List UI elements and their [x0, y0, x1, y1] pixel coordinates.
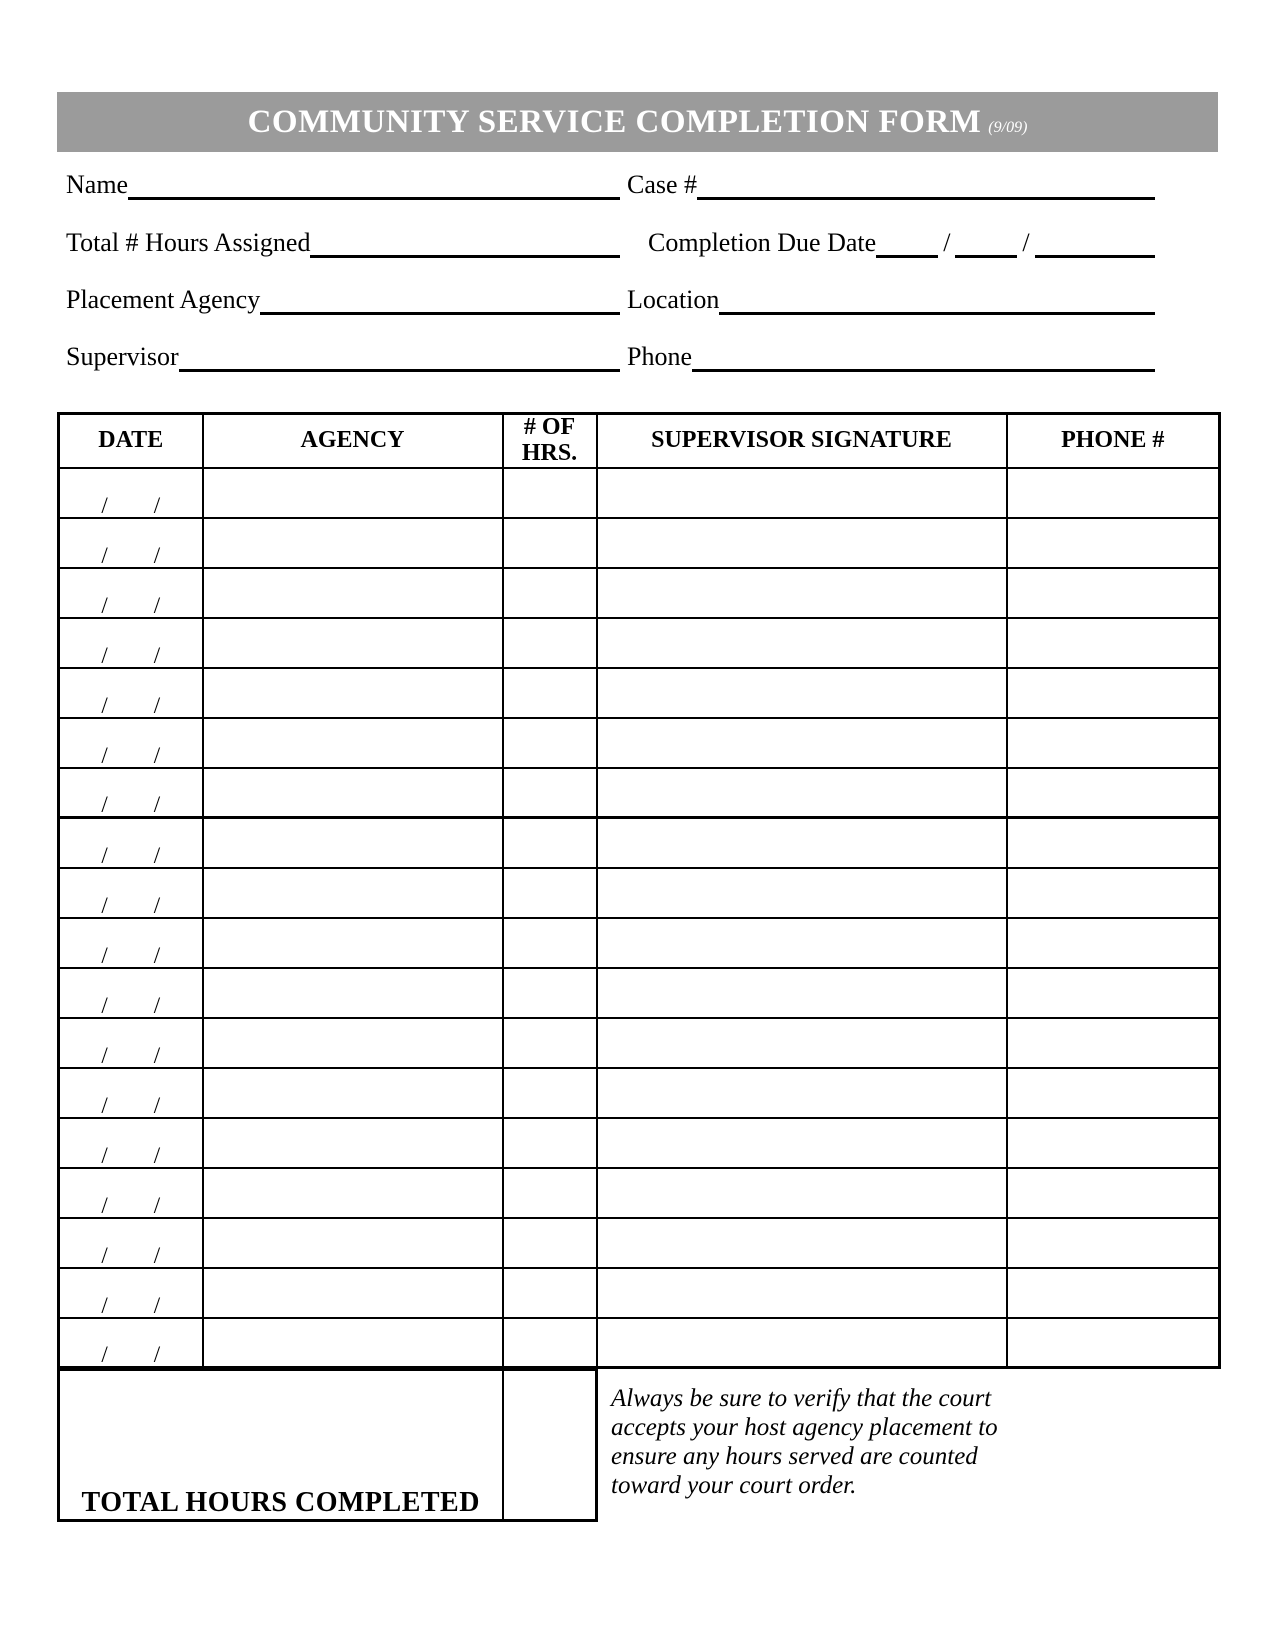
date-cell[interactable]: / / [59, 1168, 203, 1218]
name-label: Name [66, 170, 129, 200]
table-header-row [59, 414, 1220, 468]
total-hours-value-cell[interactable] [503, 1370, 597, 1520]
phone-cell[interactable] [1007, 868, 1220, 918]
phone-cell[interactable] [1007, 668, 1220, 718]
log-row [59, 1118, 1220, 1168]
date-cell[interactable]: / / [59, 1268, 203, 1318]
hours-cell[interactable] [503, 968, 597, 1018]
signature-cell[interactable] [597, 668, 1007, 718]
log-row [59, 968, 1220, 1018]
log-row [59, 718, 1220, 768]
signature-cell[interactable] [597, 718, 1007, 768]
log-row [59, 1218, 1220, 1268]
supervisor-label: Supervisor [66, 342, 179, 372]
signature-cell[interactable] [597, 1168, 1007, 1218]
note-line: Always be sure to verify that the court [611, 1385, 992, 1412]
log-row [59, 1168, 1220, 1218]
hours-cell[interactable] [503, 668, 597, 718]
date-cell[interactable]: / / [59, 568, 203, 618]
column-header-supervisor-signature: SUPERVISOR SIGNATURE [597, 414, 1007, 468]
date-cell[interactable]: / / [59, 518, 203, 568]
name-input-line[interactable] [128, 171, 620, 200]
due-date-label: Completion Due Date [648, 228, 877, 258]
agency-cell[interactable] [203, 1068, 503, 1118]
date-cell[interactable]: / / [59, 668, 203, 718]
date-cell[interactable]: / / [59, 1218, 203, 1268]
form-title-bar [57, 92, 1218, 152]
signature-cell[interactable] [597, 1218, 1007, 1268]
placement-agency-input-line[interactable] [260, 286, 620, 315]
log-row [59, 668, 1220, 718]
name-field-group [66, 171, 620, 200]
date-cell[interactable]: / / [59, 968, 203, 1018]
hours-cell[interactable] [503, 768, 597, 818]
note-line: toward your court order. [611, 1472, 857, 1499]
date-cell[interactable]: / / [59, 618, 203, 668]
log-row [59, 768, 1220, 818]
signature-cell[interactable] [597, 1068, 1007, 1118]
log-row [59, 1018, 1220, 1068]
date-slash-separator: / [1022, 228, 1030, 258]
total-section [57, 1369, 598, 1522]
signature-cell[interactable] [597, 1318, 1007, 1368]
agency-cell[interactable] [203, 668, 503, 718]
log-row [59, 868, 1220, 918]
date-slash-separator: / [943, 228, 951, 258]
date-cell[interactable]: / / [59, 718, 203, 768]
date-cell[interactable]: / / [59, 1018, 203, 1068]
hours-cell[interactable] [503, 818, 597, 868]
hours-cell[interactable] [503, 1118, 597, 1168]
hours-cell[interactable] [503, 518, 597, 568]
date-cell[interactable]: / / [59, 1068, 203, 1118]
hours-assigned-field-group [66, 229, 620, 258]
date-cell[interactable]: / / [59, 868, 203, 918]
hours-cell[interactable] [503, 1168, 597, 1218]
placement-agency-field-group [66, 286, 620, 315]
phone-cell[interactable] [1007, 818, 1220, 868]
hours-cell[interactable] [503, 468, 597, 518]
agency-cell[interactable] [203, 518, 503, 568]
log-row [59, 1268, 1220, 1318]
signature-cell[interactable] [597, 868, 1007, 918]
phone-cell[interactable] [1007, 618, 1220, 668]
log-row [59, 1068, 1220, 1118]
location-label: Location [627, 285, 720, 315]
field-row-agency-location [66, 281, 1155, 315]
due-date-year-line[interactable] [1035, 224, 1155, 258]
phone-cell[interactable] [1007, 918, 1220, 968]
date-cell[interactable]: / / [59, 1118, 203, 1168]
column-header-agency: AGENCY [203, 414, 503, 468]
form-revision: (9/09) [988, 119, 1028, 136]
agency-cell[interactable] [203, 1018, 503, 1068]
hours-cell[interactable] [503, 568, 597, 618]
signature-cell[interactable] [597, 518, 1007, 568]
log-row [59, 818, 1220, 868]
column-header-phone: PHONE # [1007, 414, 1220, 468]
phone-cell[interactable] [1007, 1018, 1220, 1068]
case-number-input-line[interactable] [697, 166, 1155, 200]
phone-cell[interactable] [1007, 768, 1220, 818]
phone-cell[interactable] [1007, 568, 1220, 618]
log-row [59, 468, 1220, 518]
total-hours-label: TOTAL HOURS COMPLETED [81, 1486, 480, 1518]
phone-cell[interactable] [1007, 1118, 1220, 1168]
due-date-month-line[interactable] [876, 224, 938, 258]
log-row [59, 918, 1220, 968]
agency-cell[interactable] [203, 968, 503, 1018]
log-row [59, 1318, 1220, 1368]
signature-cell[interactable] [597, 1268, 1007, 1318]
field-row-supervisor-phone [66, 338, 1155, 372]
phone-cell[interactable] [1007, 1318, 1220, 1368]
supervisor-field-group [66, 343, 620, 372]
agency-cell[interactable] [203, 818, 503, 868]
date-cell[interactable]: / / [59, 818, 203, 868]
hours-cell[interactable] [503, 1068, 597, 1118]
agency-cell[interactable] [203, 1118, 503, 1168]
agency-cell[interactable] [203, 768, 503, 818]
hours-cell[interactable] [503, 618, 597, 668]
log-row [59, 568, 1220, 618]
signature-cell[interactable] [597, 818, 1007, 868]
verification-note [611, 1384, 998, 1500]
column-header-date: DATE [59, 414, 203, 468]
due-date-day-line[interactable] [955, 224, 1017, 258]
phone-cell[interactable] [1007, 1218, 1220, 1268]
agency-cell[interactable] [203, 1218, 503, 1268]
form-title: COMMUNITY SERVICE COMPLETION FORM [247, 104, 982, 140]
phone-cell[interactable] [1007, 1268, 1220, 1318]
location-input-line[interactable] [719, 281, 1155, 315]
hours-assigned-label: Total # Hours Assigned [66, 228, 311, 258]
phone-cell[interactable] [1007, 1168, 1220, 1218]
column-header-hours: # OF HRS. [503, 414, 597, 468]
agency-cell[interactable] [203, 1168, 503, 1218]
signature-cell[interactable] [597, 468, 1007, 518]
hours-cell[interactable] [503, 1268, 597, 1318]
supervisor-input-line[interactable] [179, 343, 620, 372]
phone-label: Phone [627, 342, 692, 372]
hours-cell[interactable] [503, 868, 597, 918]
phone-cell[interactable] [1007, 968, 1220, 1018]
signature-cell[interactable] [597, 768, 1007, 818]
hours-cell[interactable] [503, 1218, 597, 1268]
signature-cell[interactable] [597, 1018, 1007, 1068]
hours-cell[interactable] [503, 1018, 597, 1068]
signature-cell[interactable] [597, 918, 1007, 968]
hours-cell[interactable] [503, 918, 597, 968]
case-number-label: Case # [627, 170, 698, 200]
date-cell[interactable]: / / [59, 1318, 203, 1368]
log-row [59, 618, 1220, 668]
field-row-hours-duedate [66, 224, 1155, 258]
total-row [59, 1370, 597, 1520]
hours-cell[interactable] [503, 718, 597, 768]
phone-cell[interactable] [1007, 718, 1220, 768]
agency-cell[interactable] [203, 1318, 503, 1368]
service-log-table [57, 412, 1221, 1369]
agency-cell[interactable] [203, 868, 503, 918]
log-row [59, 518, 1220, 568]
agency-cell[interactable] [203, 718, 503, 768]
date-cell[interactable]: / / [59, 918, 203, 968]
agency-cell[interactable] [203, 918, 503, 968]
phone-cell[interactable] [1007, 1068, 1220, 1118]
date-cell[interactable]: / / [59, 768, 203, 818]
phone-cell[interactable] [1007, 518, 1220, 568]
phone-cell[interactable] [1007, 468, 1220, 518]
hours-cell[interactable] [503, 1318, 597, 1368]
signature-cell[interactable] [597, 618, 1007, 668]
agency-cell[interactable] [203, 468, 503, 518]
phone-input-line[interactable] [692, 338, 1155, 372]
placement-agency-label: Placement Agency [66, 285, 261, 315]
note-line: ensure any hours served are counted [611, 1443, 978, 1470]
agency-cell[interactable] [203, 568, 503, 618]
signature-cell[interactable] [597, 1118, 1007, 1168]
total-hours-label-cell [59, 1370, 503, 1520]
hours-assigned-input-line[interactable] [310, 229, 620, 258]
date-cell[interactable]: / / [59, 468, 203, 518]
signature-cell[interactable] [597, 968, 1007, 1018]
field-row-name-case [66, 166, 1155, 200]
agency-cell[interactable] [203, 618, 503, 668]
note-line: accepts your host agency placement to [611, 1414, 998, 1441]
agency-cell[interactable] [203, 1268, 503, 1318]
signature-cell[interactable] [597, 568, 1007, 618]
